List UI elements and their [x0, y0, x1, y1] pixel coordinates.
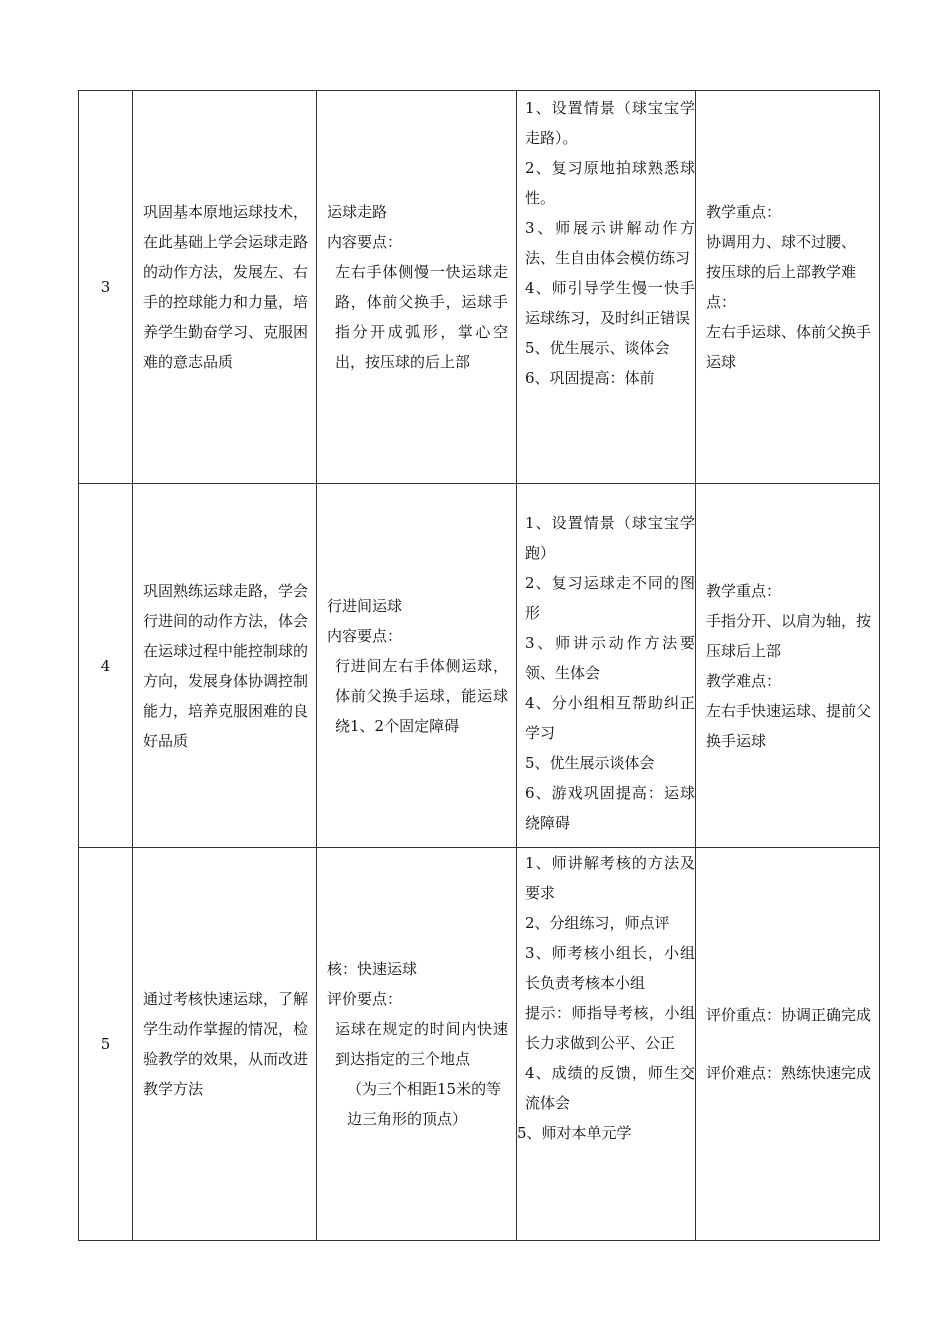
key-point: 手指分开、以肩为轴，按压球后上部 — [706, 611, 872, 660]
lesson-goal: 巩固基本原地运球技术，在此基础上学会运球走路的动作方法，发展左、右手的控球能力和力量，培养学生勤奋学习、克服困难的意志品质 — [143, 203, 309, 371]
process-step: 2、复习运球走不同的图形 — [525, 573, 695, 622]
content-text: 左右手体侧慢一快运球走路，体前父换手，运球手指分开成弧形，掌心空出，按压球的后上部 — [335, 263, 508, 371]
lesson-content-cell — [317, 484, 517, 848]
lesson-goal-cell — [133, 484, 317, 848]
process-step: 5、师对本单元学 — [517, 1124, 632, 1142]
content-text: 运球在规定的时间内快速到达指定的三个地点 — [335, 1020, 508, 1068]
process-step: 4、成绩的反馈，师生交流体会 — [525, 1064, 695, 1112]
process-step: 3、师讲示动作方法要领、生体会 — [525, 633, 695, 682]
process-step: 提示：师指导考核，小组长力求做到公平、公正 — [525, 1004, 695, 1052]
lesson-goal-cell — [133, 91, 317, 484]
key-point: 评价难点：熟练快速完成 — [706, 1064, 872, 1082]
process-step: 2、复习原地拍球熟悉球性。 — [525, 159, 695, 207]
table-row — [79, 848, 880, 1241]
process-step: 1、设置情景（球宝宝学跑） — [525, 513, 695, 562]
lesson-plan-table — [78, 90, 880, 1241]
key-point: 教学难点： — [706, 671, 782, 690]
key-point: 评价重点：协调正确完成 — [706, 1006, 872, 1024]
lesson-key-points-cell — [696, 91, 880, 484]
key-point: 教学重点： — [706, 581, 782, 600]
lesson-key-points-cell — [696, 848, 880, 1241]
lesson-number: 4 — [79, 484, 133, 848]
content-label: 评价要点： — [327, 990, 403, 1008]
lesson-process-cell — [517, 91, 696, 484]
key-point: 左右手运球、体前父换手运球 — [706, 323, 872, 371]
lesson-key-points-cell — [696, 484, 880, 848]
lesson-number: 3 — [79, 91, 133, 484]
process-step: 5、优生展示谈体会 — [525, 753, 655, 772]
lesson-goal: 巩固熟练运球走路，学会行进间的动作方法，体会在运球过程中能控制球的方向，发展身体协调控制能力，培养克服困难的良好品质 — [143, 581, 309, 750]
content-title: 运球走路 — [327, 203, 388, 221]
content-title: 行进间运球 — [327, 596, 403, 615]
lesson-process-cell — [517, 484, 696, 848]
key-point-spacer — [706, 1030, 871, 1058]
process-step: 3、师展示讲解动作方法、生自由体会模仿练习 — [525, 219, 695, 267]
lesson-content-cell — [317, 91, 517, 484]
process-step: 1、设置情景（球宝宝学走路）。 — [525, 99, 695, 147]
process-step: 6、巩固提高：体前 — [525, 369, 655, 387]
content-text: 行进间左右手体侧运球，体前父换手运球，能运球绕1、2个固定障碍 — [335, 656, 508, 735]
process-step: 1、师讲解考核的方法及要求 — [525, 854, 695, 902]
lesson-content-cell — [317, 848, 517, 1241]
process-step: 4、师引导学生慢一快手运球练习，及时纠正错误 — [525, 279, 695, 327]
process-step: 5、优生展示、谈体会 — [525, 339, 670, 357]
lesson-goal: 通过考核快速运球，了解学生动作掌握的情况，检验教学的效果，从而改进教学方法 — [143, 990, 309, 1098]
lesson-process-cell — [517, 848, 696, 1241]
content-label: 内容要点： — [327, 233, 403, 251]
process-step: 4、分小组相互帮助纠正学习 — [525, 693, 695, 742]
process-step: 6、游戏巩固提高：运球绕障碍 — [525, 783, 695, 832]
key-point: 左右手快速运球、提前父换手运球 — [706, 701, 872, 750]
content-label: 内容要点： — [327, 626, 403, 645]
lesson-goal-cell — [133, 848, 317, 1241]
process-step: 3、师考核小组长，小组长负责考核本小组 — [525, 944, 695, 992]
key-point: 按压球的后上部教学难点： — [706, 263, 857, 311]
process-step: 2、分组练习，师点评 — [525, 914, 670, 932]
key-point: 教学重点： — [706, 203, 782, 221]
lesson-number: 5 — [79, 848, 133, 1241]
key-point: 协调用力、球不过腰、 — [706, 233, 857, 251]
table-row — [79, 484, 880, 848]
table-row — [79, 91, 880, 484]
content-title: 核：快速运球 — [327, 960, 418, 978]
content-note: （为三个相距15米的等边三角形的顶点） — [347, 1080, 502, 1128]
